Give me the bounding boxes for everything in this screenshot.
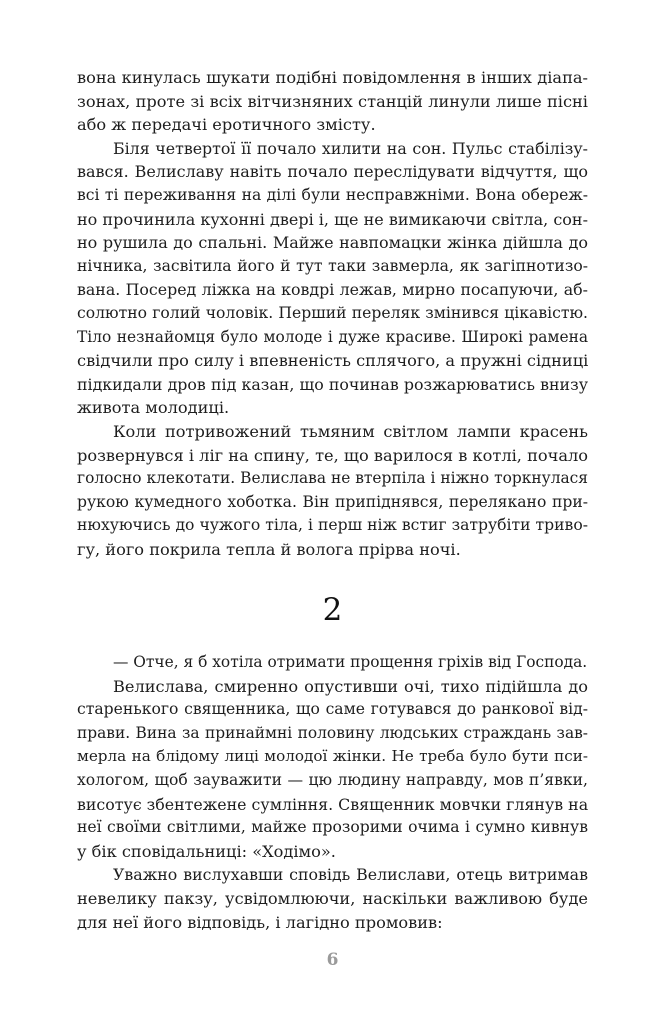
text-line: всі ті переживання на ділі були несправжніми. Вона обереж- [77,185,588,204]
text-line: вана. Посеред ліжка на ковдрі лежав, мирно посапуючи, аб- [77,280,588,300]
text-line: рукою кумедного хоботка. Він припіднявся, перелякано при- [77,492,588,511]
text-line: нюхуючись до чужого тіла, і перш ніж встиг затрубіти триво- [77,516,588,535]
text-line: вався. Велиславу навіть почало переслідувати відчуття, що [77,162,588,182]
text-line: свідчили про силу і впевненість сплячого, а пружні сідниці [77,351,589,371]
text-line: Велислава, смиренно опустивши очі, тихо підійшла до [113,676,588,696]
text-line: прави. Вина за принаймні половину людських страждань зав- [77,723,588,742]
chapter-number: 2 [322,592,343,628]
text-line: нічника, засвітила його й тут таки завмерла, як загіпнотизо- [77,256,588,275]
text-line: Коли потривожений тьмяним світлом лампи красень [113,421,588,441]
text-line: — Отче, я б хотіла отримати прощення гріхів від Господа. [113,653,588,671]
text-line: зонах, проте зі всіх вітчизняних станцій линули лише пісні [77,91,588,111]
text-line: у бік сповідальниці: «Ходімо». [77,841,336,861]
text-line: гу, його покрила тепла й волога прірва ночі. [77,539,461,559]
text-line: неї своїми світлими, майже прозорими очима і сумно кивнув [77,818,588,837]
text-line: мерла на блідому лиці молодої жінки. Не треба було бути пси- [77,747,588,766]
text-block-section-2 [77,651,588,934]
text-line: голосно клекотати. Велислава не втерпіла і ніжно торкнулася [77,469,588,488]
text-line: старенького священника, що саме готувався до ранкової від- [77,700,588,719]
text-line: солютно голий чоловік. Перший переляк змінився цікавістю. [77,303,588,322]
text-line: або ж передачі еротичного змісту. [77,115,376,135]
text-block-section-1 [77,66,588,561]
text-line: но прочинила кухонні двері і, ще не вимикаючи світла, сон- [77,209,588,229]
text-line: вона кинулась шукати подібні повідомлення в інших діапа- [77,68,588,87]
text-line: підкидали дров під казан, що починав розжарюватись внизу [77,374,588,394]
text-line: Уважно вислухавши сповідь Велислави, отець витримав [113,865,588,885]
text-line: висотує збентежене сумління. Священник мовчки глянув на [77,794,589,814]
text-line: невелику пакзу, усвідомлюючи, наскільки важливою буде [77,888,588,908]
text-line: хологом, щоб зауважити — цю людину направду, мов п’явки, [77,770,588,789]
page-number: 6 [326,950,339,970]
text-line: но рушила до спальні. Майже навпомацки жінка дійшла до [77,233,588,253]
text-line: Тіло незнайомця було молоде і дуже красиве. Широкі рамена [77,327,588,346]
text-line: розвернувся і ліг на спину, те, що варилося в котлі, почало [77,445,588,465]
text-line: для неї його відповідь, і лагідно промовив: [77,912,443,932]
text-line: Біля четвертої її почало хилити на сон. Пульс стабілізу- [113,138,588,158]
text-line: живота молодиці. [77,398,230,418]
